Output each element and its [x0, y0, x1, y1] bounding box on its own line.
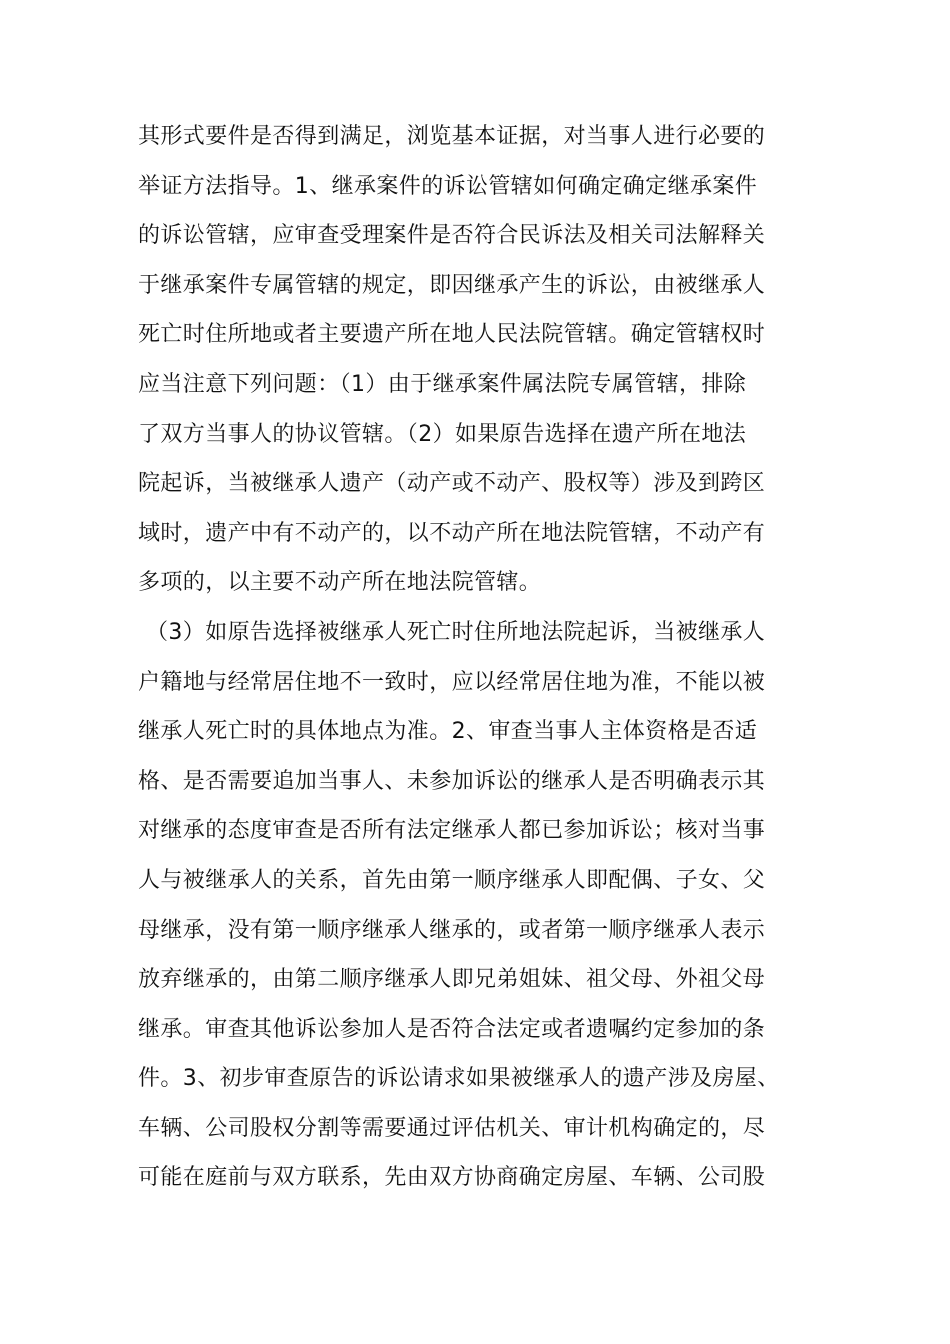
text-line: 继承。审查其他诉讼参加人是否符合法定或者遗嘱约定参加的条	[138, 1016, 766, 1042]
text-line: 死亡时住所地或者主要遗产所在地人民法院管辖。确定管辖权时	[138, 322, 766, 348]
text-line: 应当注意下列问题：（1）由于继承案件属法院专属管辖，排除	[138, 371, 747, 397]
document-page	[138, 112, 798, 1203]
text-line: 放弃继承的，由第二顺序继承人即兄弟姐妹、祖父母、外祖父母	[138, 967, 766, 993]
text-line: （3）如原告选择被继承人死亡时住所地法院起诉，当被继承人	[146, 619, 766, 645]
text-line: 的诉讼管辖，应审查受理案件是否符合民诉法及相关司法解释关	[138, 223, 766, 249]
text-line: 于继承案件专属管辖的规定，即因继承产生的诉讼，由被继承人	[138, 272, 766, 298]
text-line: 了双方当事人的协议管辖。（2）如果原告选择在遗产所在地法	[138, 421, 747, 447]
text-line: 举证方法指导。1、继承案件的诉讼管辖如何确定确定继承案件	[138, 173, 758, 199]
text-line: 格、是否需要追加当事人、未参加诉讼的继承人是否明确表示其	[138, 768, 766, 794]
text-line: 多项的，以主要不动产所在地法院管辖。	[138, 570, 542, 596]
text-line: 对继承的态度审查是否所有法定继承人都已参加诉讼；核对当事	[138, 818, 766, 844]
text-line: 户籍地与经常居住地不一致时，应以经常居住地为准，不能以被	[138, 669, 766, 695]
text-line: 可能在庭前与双方联系，先由双方协商确定房屋、车辆、公司股	[138, 1165, 766, 1191]
text-line: 车辆、公司股权分割等需要通过评估机关、审计机构确定的，尽	[138, 1115, 766, 1141]
text-line: 继承人死亡时的具体地点为准。2、审查当事人主体资格是否适	[138, 719, 758, 745]
text-line: 域时，遗产中有不动产的，以不动产所在地法院管辖，不动产有	[138, 520, 766, 546]
text-line: 其形式要件是否得到满足，浏览基本证据，对当事人进行必要的	[138, 124, 766, 149]
text-line: 件。3、初步审查原告的诉讼请求如果被继承人的遗产涉及房屋、	[138, 1066, 780, 1092]
text-line: 人与被继承人的关系，首先由第一顺序继承人即配偶、子女、父	[138, 867, 766, 893]
text-line: 母继承，没有第一顺序继承人继承的，或者第一顺序继承人表示	[138, 917, 766, 943]
text-line: 院起诉，当被继承人遗产（动产或不动产、股权等）涉及到跨区	[138, 471, 766, 497]
